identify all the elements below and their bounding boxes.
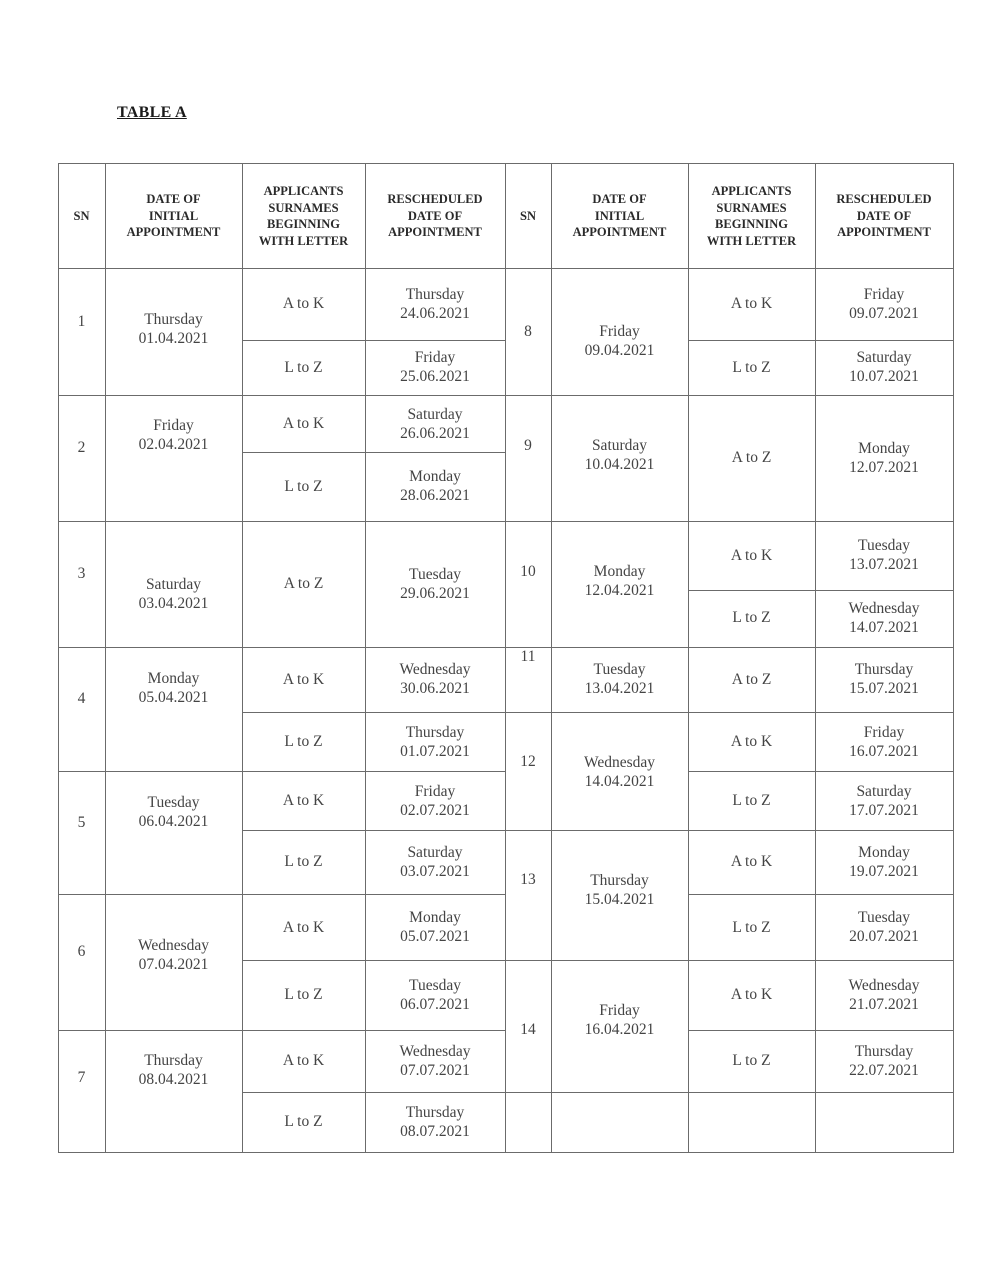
header-initial-date-line: INITIAL	[148, 208, 199, 223]
header-initial-date-line: INITIAL	[594, 208, 645, 223]
rescheduled-date-cell-line: Tuesday	[409, 565, 461, 583]
sn-cell-line: 7	[77, 1069, 86, 1087]
surname-range-cell-line: A to K	[282, 295, 325, 313]
table-rule	[505, 521, 689, 522]
table-rule	[58, 1152, 954, 1153]
rescheduled-date-cell-line: Tuesday	[409, 976, 461, 994]
table-rule	[505, 395, 689, 396]
rescheduled-date-cell	[815, 536, 953, 575]
table-rule	[505, 960, 689, 961]
rescheduled-date-cell-line: Friday	[414, 348, 456, 366]
header-surnames	[688, 183, 815, 249]
surname-range-cell-line: A to K	[730, 986, 773, 1004]
table-rule	[58, 163, 954, 164]
initial-date-cell-line: 07.04.2021	[138, 956, 209, 973]
rescheduled-date-cell-line: 07.07.2021	[400, 1062, 470, 1079]
initial-date-cell-line: 02.04.2021	[138, 436, 209, 453]
header-surnames-line: APPLICANTS	[711, 184, 792, 198]
table-rule	[688, 1092, 954, 1093]
table-rule	[688, 771, 954, 772]
rescheduled-date-cell	[365, 285, 505, 324]
rescheduled-date-cell	[815, 908, 953, 947]
header-initial-date-line: APPOINTMENT	[572, 225, 667, 240]
sn-cell	[505, 870, 551, 890]
initial-date-cell	[551, 562, 688, 601]
header-sn-line: SN	[73, 208, 90, 223]
header-surnames-line: WITH LETTER	[258, 233, 349, 248]
initial-date-cell-line: 15.04.2021	[584, 891, 655, 908]
initial-date-cell	[105, 1051, 242, 1090]
rescheduled-date-cell-line: Tuesday	[858, 908, 910, 926]
table-rule	[242, 960, 506, 961]
rescheduled-date-cell	[365, 1103, 505, 1142]
initial-date-cell-line: 06.04.2021	[138, 813, 209, 830]
header-surnames	[242, 183, 365, 249]
rescheduled-date-cell	[815, 599, 953, 638]
surname-range-cell	[242, 477, 365, 497]
initial-date-cell-line: Friday	[153, 416, 194, 434]
surname-range-cell	[242, 791, 365, 811]
initial-date-cell-line: Friday	[599, 1001, 640, 1019]
initial-date-cell-line: 14.04.2021	[584, 773, 655, 790]
header-initial-date	[551, 191, 688, 241]
surname-range-cell	[242, 294, 365, 314]
table-rule	[688, 1030, 954, 1031]
table-rule	[242, 521, 506, 522]
rescheduled-date-cell-line: 14.07.2021	[849, 619, 919, 636]
rescheduled-date-cell	[365, 976, 505, 1015]
rescheduled-date-cell-line: Saturday	[856, 782, 912, 800]
rescheduled-date-cell-line: 08.07.2021	[400, 1123, 470, 1140]
initial-date-cell	[551, 322, 688, 361]
surname-range-cell	[688, 546, 815, 566]
table-rule	[242, 894, 506, 895]
rescheduled-date-cell	[815, 285, 953, 324]
rescheduled-date-cell	[815, 348, 953, 387]
initial-date-cell-line: Wednesday	[137, 936, 210, 954]
initial-date-cell	[551, 660, 688, 699]
rescheduled-date-cell-line: 19.07.2021	[849, 863, 919, 880]
rescheduled-date-cell-line: 26.06.2021	[400, 425, 470, 442]
sn-cell-line: 14	[520, 1021, 536, 1039]
surname-range-cell	[688, 294, 815, 314]
table-rule	[688, 712, 954, 713]
initial-date-cell-line: Monday	[593, 562, 646, 580]
surname-range-cell-line: A to K	[282, 792, 325, 810]
initial-date-cell-line: Saturday	[591, 436, 648, 454]
rescheduled-date-cell-line: 01.07.2021	[400, 743, 470, 760]
rescheduled-date-cell-line: 13.07.2021	[849, 556, 919, 573]
sn-cell-line: 3	[77, 565, 86, 583]
initial-date-cell	[551, 753, 688, 792]
sn-cell	[505, 322, 551, 342]
initial-date-cell-line: Monday	[147, 669, 200, 687]
rescheduled-date-cell-line: 29.06.2021	[400, 585, 470, 602]
rescheduled-date-cell	[365, 843, 505, 882]
header-surnames-line: SURNAMES	[716, 200, 787, 215]
rescheduled-date-cell	[815, 723, 953, 762]
surname-range-cell-line: A to Z	[731, 671, 772, 689]
sn-cell	[505, 647, 551, 667]
rescheduled-date-cell-line: 10.07.2021	[849, 368, 919, 385]
sn-cell-line: 13	[520, 871, 536, 889]
surname-range-cell-line: A to K	[730, 295, 773, 313]
sn-cell-line: 11	[520, 648, 536, 666]
initial-date-cell-line: 09.04.2021	[584, 342, 655, 359]
initial-date-cell	[105, 936, 242, 975]
header-initial-date-line: DATE OF	[146, 192, 201, 207]
rescheduled-date-cell	[365, 405, 505, 444]
initial-date-cell	[551, 871, 688, 910]
rescheduled-date-cell-line: 17.07.2021	[849, 802, 919, 819]
table-rule	[505, 712, 689, 713]
header-initial-date-line: APPOINTMENT	[126, 225, 221, 240]
table-rule	[242, 771, 506, 772]
initial-date-cell-line: Tuesday	[147, 793, 200, 811]
surname-range-cell	[242, 358, 365, 378]
rescheduled-date-cell-line: Friday	[863, 285, 905, 303]
initial-date-cell-line: Saturday	[145, 575, 202, 593]
sn-cell-line: 9	[524, 437, 532, 455]
rescheduled-date-cell-line: Saturday	[407, 405, 463, 423]
sn-cell	[58, 813, 105, 833]
header-surnames-line: WITH LETTER	[706, 233, 797, 248]
surname-range-cell-line: L to Z	[284, 478, 323, 496]
table-rule	[242, 452, 506, 453]
rescheduled-date-cell	[815, 439, 953, 478]
rescheduled-date-cell-line: 30.06.2021	[400, 680, 470, 697]
rescheduled-date-cell	[815, 660, 953, 699]
surname-range-cell	[688, 918, 815, 938]
initial-date-cell-line: 03.04.2021	[138, 595, 209, 612]
header-sn	[58, 208, 105, 225]
table-rule	[953, 163, 954, 1153]
table-rule	[242, 830, 506, 831]
initial-date-cell	[105, 793, 242, 832]
rescheduled-date-cell-line: 02.07.2021	[400, 802, 470, 819]
rescheduled-date-cell	[815, 976, 953, 1015]
table-rule	[688, 894, 954, 895]
header-surnames-line: BEGINNING	[715, 217, 788, 231]
rescheduled-date-cell-line: Wednesday	[848, 976, 920, 994]
header-rescheduled-line: RESCHEDULED	[836, 192, 932, 207]
header-rescheduled-line: APPOINTMENT	[388, 225, 482, 240]
rescheduled-date-cell-line: Monday	[858, 843, 910, 861]
rescheduled-date-cell-line: Friday	[414, 782, 456, 800]
initial-date-cell-line: 13.04.2021	[584, 680, 655, 697]
rescheduled-date-cell-line: Monday	[409, 467, 461, 485]
table-rule	[688, 521, 954, 522]
rescheduled-date-cell-line: 05.07.2021	[400, 928, 470, 945]
surname-range-cell	[242, 574, 365, 594]
rescheduled-date-cell-line: 06.07.2021	[400, 996, 470, 1013]
rescheduled-date-cell	[365, 723, 505, 762]
initial-date-cell-line: Wednesday	[583, 753, 656, 771]
surname-range-cell-line: A to K	[282, 1052, 325, 1070]
sn-cell	[58, 942, 105, 962]
surname-range-cell-line: L to Z	[732, 792, 771, 810]
initial-date-cell	[551, 1001, 688, 1040]
rescheduled-date-cell-line: 24.06.2021	[400, 305, 470, 322]
initial-date-cell	[105, 416, 242, 455]
surname-range-cell	[688, 852, 815, 872]
surname-range-cell	[242, 732, 365, 752]
rescheduled-date-cell-line: Friday	[863, 723, 905, 741]
surname-range-cell-line: A to K	[282, 671, 325, 689]
rescheduled-date-cell-line: 21.07.2021	[849, 996, 919, 1013]
surname-range-cell	[688, 1051, 815, 1071]
initial-date-cell-line: 08.04.2021	[138, 1071, 209, 1088]
surname-range-cell-line: A to K	[282, 919, 325, 937]
header-rescheduled-line: RESCHEDULED	[387, 192, 483, 207]
rescheduled-date-cell-line: Wednesday	[848, 599, 920, 617]
surname-range-cell-line: A to K	[730, 853, 773, 871]
table-rule	[242, 712, 506, 713]
rescheduled-date-cell-line: Tuesday	[858, 536, 910, 554]
sn-cell-line: 2	[77, 439, 86, 457]
sn-cell-line: 8	[524, 323, 532, 341]
sn-cell-line: 5	[77, 814, 86, 832]
initial-date-cell-line: Thursday	[144, 310, 203, 328]
rescheduled-date-cell	[815, 843, 953, 882]
table-rule	[242, 647, 506, 648]
surname-range-cell-line: L to Z	[284, 733, 323, 751]
initial-date-cell-line: 05.04.2021	[138, 689, 209, 706]
rescheduled-date-cell-line: Thursday	[854, 660, 914, 678]
appointment-table	[58, 163, 953, 1153]
sn-cell	[505, 562, 551, 582]
surname-range-cell	[242, 1051, 365, 1071]
sn-cell	[58, 438, 105, 458]
rescheduled-date-cell	[365, 660, 505, 699]
table-rule	[688, 590, 954, 591]
rescheduled-date-cell	[815, 782, 953, 821]
surname-range-cell-line: L to Z	[284, 986, 323, 1004]
rescheduled-date-cell-line: Thursday	[405, 1103, 465, 1121]
header-rescheduled	[365, 191, 505, 241]
rescheduled-date-cell-line: Thursday	[405, 285, 465, 303]
table-rule	[688, 395, 954, 396]
rescheduled-date-cell-line: Thursday	[405, 723, 465, 741]
rescheduled-date-cell-line: 22.07.2021	[849, 1062, 919, 1079]
table-rule	[505, 1092, 689, 1093]
table-rule	[242, 395, 506, 396]
rescheduled-date-cell-line: 09.07.2021	[849, 305, 919, 322]
rescheduled-date-cell-line: 03.07.2021	[400, 863, 470, 880]
surname-range-cell	[688, 732, 815, 752]
sn-cell-line: 1	[77, 313, 86, 331]
surname-range-cell-line: L to Z	[732, 359, 771, 377]
rescheduled-date-cell	[365, 908, 505, 947]
rescheduled-date-cell	[365, 1042, 505, 1081]
header-rescheduled	[815, 191, 953, 241]
surname-range-cell-line: L to Z	[732, 609, 771, 627]
header-initial-date	[105, 191, 242, 241]
initial-date-cell-line: 10.04.2021	[584, 456, 655, 473]
surname-range-cell-line: L to Z	[284, 359, 323, 377]
initial-date-cell-line: Friday	[599, 322, 640, 340]
rescheduled-date-cell-line: Wednesday	[399, 660, 471, 678]
header-initial-date-line: DATE OF	[592, 192, 647, 207]
surname-range-cell	[688, 448, 815, 468]
initial-date-cell-line: 01.04.2021	[138, 330, 209, 347]
rescheduled-date-cell-line: 16.07.2021	[849, 743, 919, 760]
header-sn-line: SN	[520, 208, 536, 223]
initial-date-cell-line: Thursday	[144, 1051, 203, 1069]
initial-date-cell	[105, 575, 242, 614]
surname-range-cell-line: A to K	[730, 733, 773, 751]
rescheduled-date-cell-line: Saturday	[856, 348, 912, 366]
rescheduled-date-cell-line: 12.07.2021	[849, 459, 919, 476]
table-rule	[505, 830, 689, 831]
table-rule	[688, 340, 954, 341]
surname-range-cell-line: L to Z	[284, 853, 323, 871]
header-surnames-line: SURNAMES	[268, 200, 339, 215]
header-rescheduled-line: DATE OF	[856, 208, 912, 223]
rescheduled-date-cell-line: Saturday	[407, 843, 463, 861]
initial-date-cell-line: Tuesday	[593, 660, 646, 678]
sn-cell	[505, 436, 551, 456]
rescheduled-date-cell	[365, 782, 505, 821]
rescheduled-date-cell-line: 28.06.2021	[400, 487, 470, 504]
sn-cell-line: 4	[77, 690, 86, 708]
rescheduled-date-cell-line: Thursday	[854, 1042, 914, 1060]
rescheduled-date-cell	[365, 467, 505, 506]
header-rescheduled-line: APPOINTMENT	[837, 225, 931, 240]
table-rule	[242, 1030, 506, 1031]
header-rescheduled-line: DATE OF	[407, 208, 463, 223]
surname-range-cell	[688, 791, 815, 811]
sn-cell	[58, 312, 105, 332]
surname-range-cell-line: A to Z	[283, 575, 324, 593]
table-rule	[688, 960, 954, 961]
header-surnames-line: BEGINNING	[267, 217, 340, 231]
initial-date-cell	[105, 310, 242, 349]
surname-range-cell	[242, 1112, 365, 1132]
table-title: TABLE A	[117, 104, 187, 121]
rescheduled-date-cell-line: 15.07.2021	[849, 680, 919, 697]
rescheduled-date-cell	[365, 348, 505, 387]
header-sn	[505, 208, 551, 225]
table-rule	[58, 268, 954, 269]
sn-cell	[58, 1068, 105, 1088]
surname-range-cell	[242, 670, 365, 690]
surname-range-cell-line: A to Z	[731, 449, 772, 467]
sn-cell-line: 12	[520, 753, 536, 771]
rescheduled-date-cell-line: 25.06.2021	[400, 368, 470, 385]
rescheduled-date-cell-line: 20.07.2021	[849, 928, 919, 945]
sn-cell	[505, 752, 551, 772]
table-rule	[688, 830, 954, 831]
sn-cell-line: 6	[77, 943, 86, 961]
surname-range-cell	[242, 985, 365, 1005]
surname-range-cell-line: L to Z	[284, 1113, 323, 1131]
surname-range-cell-line: A to K	[730, 547, 773, 565]
surname-range-cell	[688, 985, 815, 1005]
sn-cell	[58, 689, 105, 709]
table-rule	[242, 1092, 506, 1093]
surname-range-cell	[688, 358, 815, 378]
sn-cell-line: 10	[520, 563, 536, 581]
surname-range-cell	[688, 670, 815, 690]
rescheduled-date-cell-line: Wednesday	[399, 1042, 471, 1060]
rescheduled-date-cell-line: Monday	[409, 908, 461, 926]
rescheduled-date-cell	[365, 565, 505, 604]
initial-date-cell-line: Thursday	[590, 871, 649, 889]
surname-range-cell-line: L to Z	[732, 919, 771, 937]
surname-range-cell	[242, 852, 365, 872]
surname-range-cell-line: A to K	[282, 415, 325, 433]
initial-date-cell	[105, 669, 242, 708]
sn-cell	[58, 564, 105, 584]
surname-range-cell-line: L to Z	[732, 1052, 771, 1070]
table-rule	[242, 340, 506, 341]
header-surnames-line: APPLICANTS	[263, 184, 344, 198]
rescheduled-date-cell-line: Monday	[858, 439, 910, 457]
initial-date-cell	[551, 436, 688, 475]
table-rule	[688, 647, 954, 648]
surname-range-cell	[688, 608, 815, 628]
rescheduled-date-cell	[815, 1042, 953, 1081]
surname-range-cell	[242, 414, 365, 434]
surname-range-cell	[242, 918, 365, 938]
sn-cell	[505, 1020, 551, 1040]
initial-date-cell-line: 16.04.2021	[584, 1021, 655, 1038]
initial-date-cell-line: 12.04.2021	[584, 582, 655, 599]
